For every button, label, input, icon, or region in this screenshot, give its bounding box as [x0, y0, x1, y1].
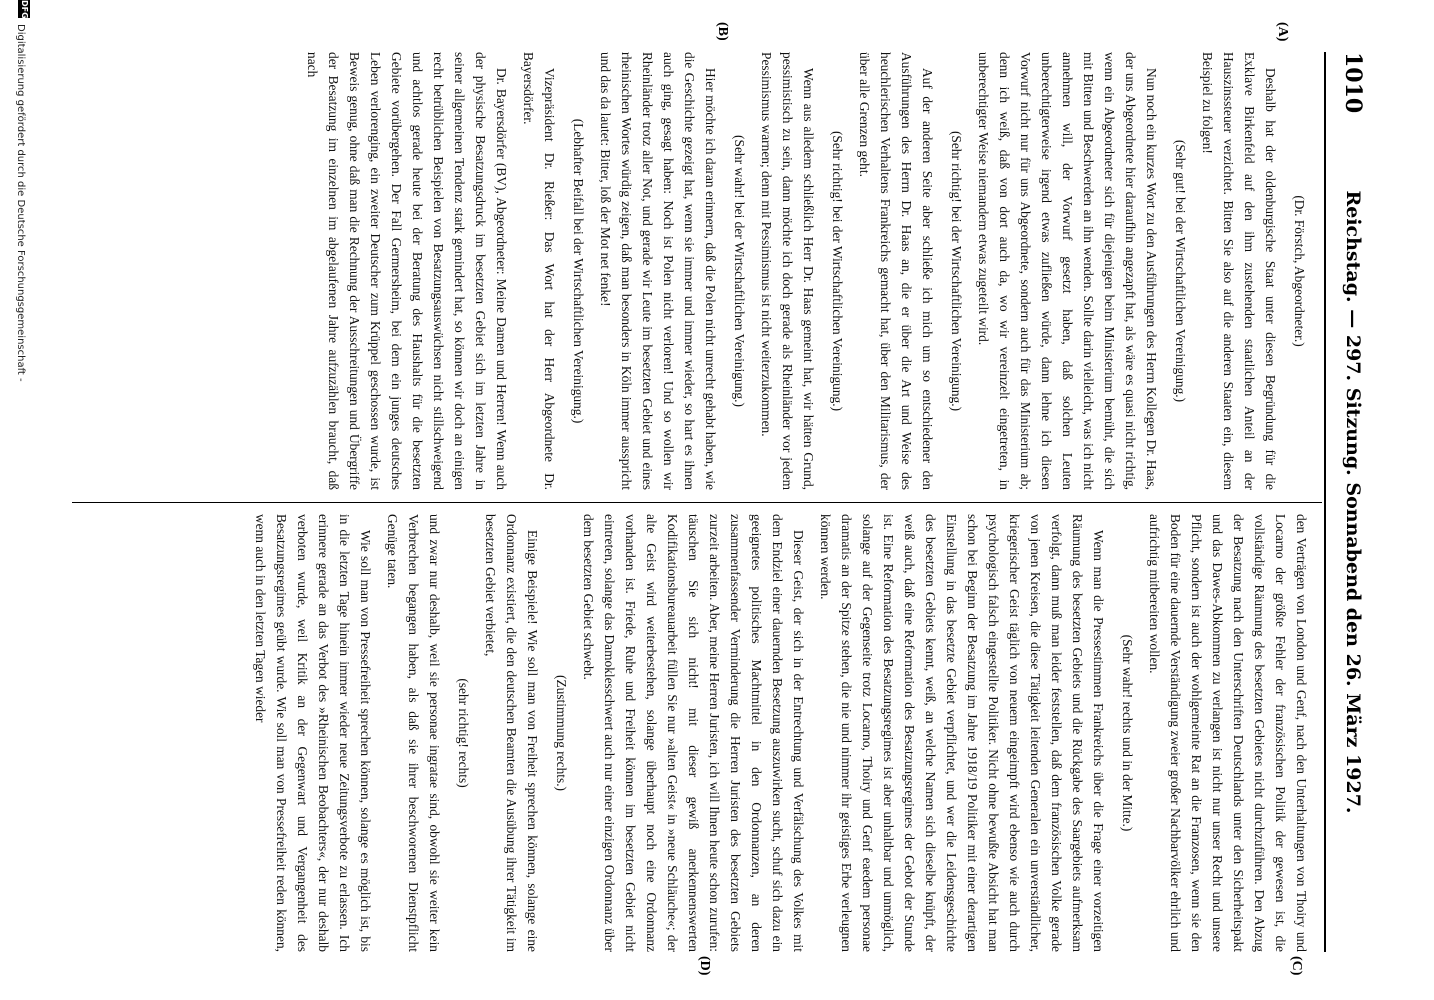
paragraph: Dieser Geist, der sich in der Entrechtung und Verfälschung des Volkes mit dem Endziel einer dauernden Besetzung auszuwirken sucht, schuf sich dazu ein geeignetes politisches Machtmittel in den Ordonnanzen, an deren zusammenfassender Verminderung die Herren Juristen des besetzten Gebiets zurzeit arbeiten. Aber, meine Herren Juristen, ich will Ihnen heute schon zurufen: täuschen Sie sich nicht! mit dieser gewiß anerkennenswerten Kodifikationsbureauarbeit füllen Sie nur »alten Geist« in »neue Schläuche«; der alte Geist wird weiterbestehen, solange überhaupt noch eine Ordonnanz vorhanden ist. Friede, Ruhe und Freiheit können im besetzten Gebiet nicht eintreten, solange das Damoklesschwert auch nur einer einzigen Ordonnanz über dem besetzten Gebiet schwebt.	[581, 514, 806, 952]
footer-credit: Digitalisierung gefördert durch die Deutsche Forschungsgemeinschaft -	[15, 24, 26, 382]
interjection: (Sehr wahr! bei der Wirtschaftlichen Vereinigung.)	[732, 135, 747, 407]
interjection: (Lebhafter Beifall bei der Wirtschaftlichen Vereinigung.)	[571, 118, 586, 424]
newspaper-sheet	[72, 22, 1372, 976]
paragraph: Auf der anderen Seite aber schließe ich mich um so entschiedener den Ausführungen des Herrn Dr. Haas an, die er über die Art und Weise des heuchlerischen Verhaltens Frankreichs gemacht hat, über den Militarismus, der über alle Grenzen geht.	[857, 52, 935, 490]
margin-marker-a: (A)	[1275, 22, 1290, 42]
interjection: (sehr richtig! rechts)	[456, 678, 471, 788]
interjection: (Sehr richtig! bei der Wirtschaftlichen Vereinigung.)	[949, 130, 964, 412]
paragraph: den Verträgen von London und Genf, nach den Unterhaltungen von Thoiry und Locarno der größte Fehler der französischen Politik der gewesen ist, die vollständige Räumung des besetzten Gebietes nicht durchzuführen. Den Abzug der Besatzung nach den Unterschriften Deutschlands unter den Sicherheitspakt und das Dawes-Abkommen zu verlangen ist nicht nur unser Recht und unsere Pflicht, sondern ist auch der wohlgemeinte Rat an die Franzosen, wenn sie den Boden für eine dauernde Verständigung zweier großer Nachbarvölker ehrlich und aufrichtig mitbereiten wollen.	[1147, 514, 1309, 952]
right-column	[244, 514, 1312, 952]
interjection: (Sehr richtig! bei der Wirtschaftlichen Vereinigung.)	[830, 130, 845, 412]
interjection: (Sehr wahr! rechts und in der Mitte.)	[1120, 634, 1135, 832]
paragraph: Wie soll man von Pressefreiheit sprechen können, solange es möglich ist, bis in die letzten Tage hinein immer wieder neue Zeitungsverbote zu erlassen. Ich erinnere gerade an das Verbot des »Rheinischen Beobachters«, der nur deshalb verboten wurde, weil Kritik an der Gegenwart und Vergangenheit des Besatzungsregimes geübt wurde. Wie soll man von Pressefreiheit reden können, wenn auch in den letzten Tagen wieder	[253, 514, 373, 952]
margin-marker-c: (C)	[1289, 956, 1304, 976]
page-title: Reichstag. — 297. Sitzung. Sonnabend den 26. März 1927.	[1342, 190, 1364, 814]
paragraph: Hier möchte ich daran erinnern, daß die Polen nicht unrecht gehabt haben, wie die Geschichte gezeigt hat, wenn sie immer und immer wieder, so hart es ihnen auch ging, gesagt haben: Noch ist Polen nicht verloren! Und so wollen wir Rheinländer trotz aller Not, und gerade wir Leute im besetzten Gebiet und eines rheinischen Wortes würdig zeigen, daß man besonders in Köln immer ausspricht und das da lautet: Bitter, loß der Mot net fenke!	[598, 52, 718, 490]
page-header	[1324, 52, 1372, 952]
paragraph: und zwar nur deshalb, weil sie personae ingratae sind, obwohl sie weiter kein Verbrechen begangen haben, als daß sie ihrer beschworenen Dienstpflicht Genüge taten.	[385, 514, 442, 952]
dfg-logo-icon: DFG	[20, 0, 29, 19]
paragraph: Wenn aus alledem schließlich Herr Dr. Haas gemeint hat, wir hätten Grund, pessimistisch zu sein, dann möchte ich doch gerade als Rheinländer vor jedem Pessimismus warnen; denn mit Pessimismus ist nicht weiterzukommen.	[759, 52, 816, 490]
interjection: (Zustimmung rechts.)	[554, 674, 569, 792]
paragraph: Nun noch ein kurzes Wort zu den Ausführungen des Herrn Kollegen Dr. Haas, der uns Abgeordnete hier daraufhin angezapft hat, als wäre es quasi nicht richtig, wenn ein Abgeordneter sich für diejenigen beim Ministerium bemüht, die sich mit Bitten und Beschwerden an ihn wenden. Sollte darin vielleicht, was ich nicht annehmen will, der Vorwurf gesetzt haben, daß solchen Leuten unberechtigterweise irgend etwas zufließen würde, dann lehne ich diesen Vorwurf nicht nur für uns Abgeordnete, sondern auch für das Ministerium ab; denn ich weiß, daß von dort auch da, wo wir vereinzelt eingetreten, in unberechtigter Weise niemandem etwas zugeteilt wird.	[976, 52, 1159, 490]
column-divider	[72, 502, 1322, 503]
paragraph: Wenn man die Pressestimmen Frankreichs über die Frage einer vorzeitigen Räumung des besetzten Gebiets und die Rückgabe des Saargebiets aufmerksam verfolgt, dann muß man leider feststellen, daß dem französischen Volke gerade von jenen Kreisen, die diese Tätigkeit leitenden Generalen ein unverständlicher, kriegerischer Geist täglich von neuem eingeimpft wird ebenso wie auch durch psychologisch falsch eingestellte Politiker. Nicht ohne bewußte Absicht hat man schon bei Beginn der Besatzung im Jahre 1918/19 Politiker mit einer derartigen Einstellung in das besetzte Gebiet verpflichtet, und wer die Leidensgeschichte des besetzten Gebiets kennt, weiß, an welche Namen sich dieselbe knüpft, der weiß auch, daß eine Reformation des Besatzungsregimes der Gebot der Stunde ist. Eine Reformation des Besatzungsregimes ist aber unhaltbar und unmöglich, solange auf der Gegenseite trotz Locarno, Thoiry und Genf eaedem personae dramatis an der Spitze stehen, die nie und nimmer ihr geistiges Erbe verleugnen können werden.	[818, 514, 1106, 952]
left-column	[296, 52, 1312, 490]
paragraph: Deshalb hat der oldenburgische Staat unter diesen Begründung für die Exklave Birkenfeld auf den ihm zustehenden staatlichen Anteil an der Hauszinssteuer verzichtet. Bitten Sie also auf die anderen Staaten ein, diesem Beispiel zu folgen!	[1200, 52, 1278, 490]
paragraph: Vizepräsident Dr. Rießer: Das Wort hat der Herr Abgeordnete Dr. Bayersdörfer.	[521, 52, 557, 490]
interjection: (Sehr gut! bei der Wirtschaftlichen Vereinigung.)	[1173, 139, 1188, 403]
margin-marker-b: (B)	[715, 22, 730, 41]
paragraph: Dr. Bayersdörfer (BV), Abgeordneter: Meine Damen und Herren! Wenn auch der physische Besatzungsdruck im besetzten Gebiet sich im letzten Jahre in seiner allgemeinen Tendenz stark gemindert hat, so können wir doch an einigen recht betrüblichen Beispielen von Besatzungsauswüchsen nicht stillschweigend und achtlos gerade heute bei der Beratung des Haushalts für die besetzten Gebiete vorübergehen. Der Fall Germersheim, bei dem ein junges deutsches Leben verlorenging, ein zweiter Deutscher zum Krüppel geschossen wurde, ist Beweis genug, ohne daß man die Rechnung der Ausschreitungen und Übergriffe der Besatzung im einzelnen im abgelaufenen Jahre aufzuzählen braucht, daß nach	[305, 52, 509, 490]
speaker-note: (Dr. Förstch, Abgeordneter.)	[1292, 195, 1307, 347]
paragraph: Einige Beispiele! Wie soll man von Freiheit sprechen können, solange eine Ordonnanz existiert, die den deutschen Beamten die Ausübung ihrer Tätigkeit im besetzten Gebiet verbietet,	[483, 514, 540, 952]
margin-marker-d: (D)	[697, 956, 712, 976]
page-number: 1010	[1340, 52, 1366, 114]
